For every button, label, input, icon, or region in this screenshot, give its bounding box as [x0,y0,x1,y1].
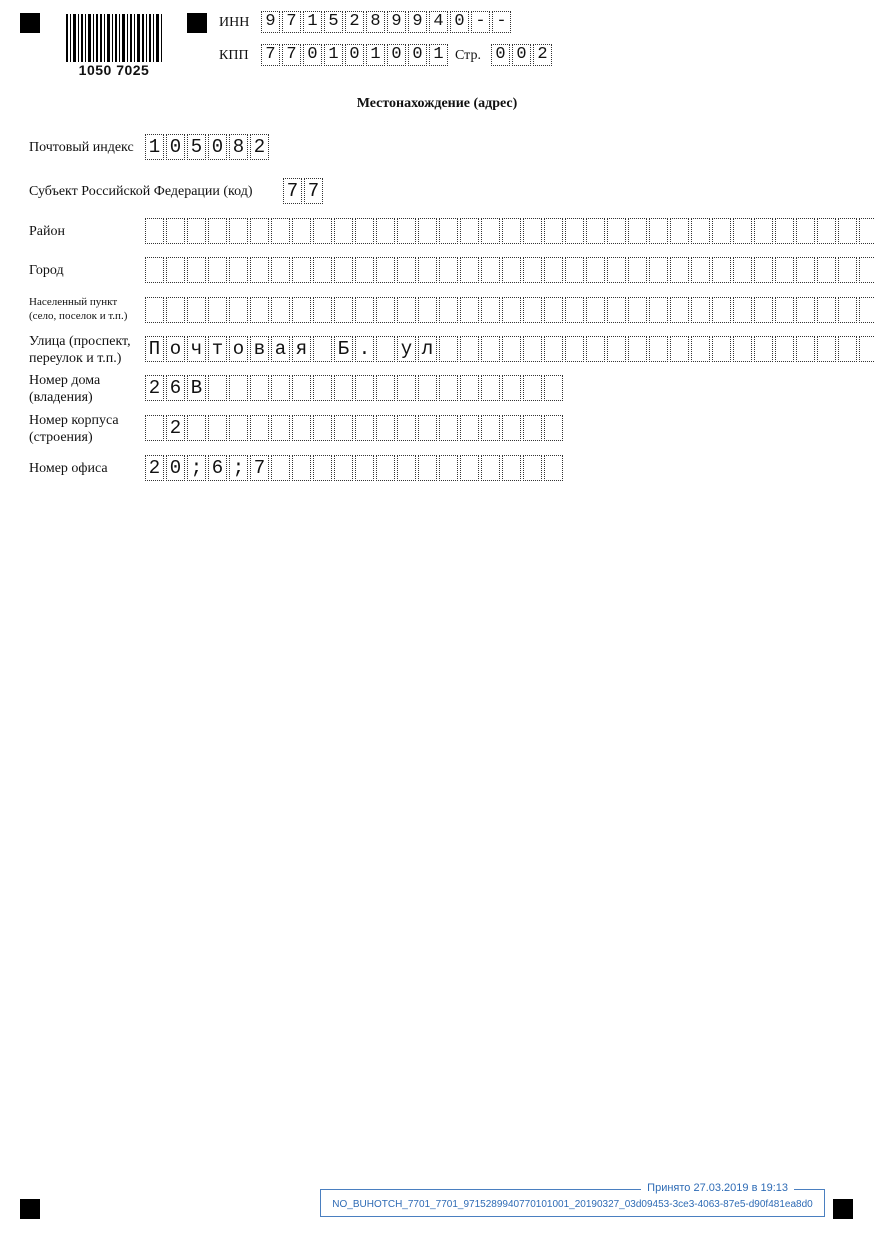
char-cell [586,336,605,362]
office-label: Номер офиса [29,461,108,476]
char-cell [523,415,542,441]
char-cell [691,336,710,362]
char-cell [544,218,563,244]
postal-index-cells [145,134,271,160]
char-cell [670,257,689,283]
char-cell [418,375,437,401]
char-cell [481,297,500,323]
barcode [64,14,164,78]
char-cell: я [292,336,311,362]
house-label-line1: Номер дома [29,373,101,388]
char-cell: 0 [450,11,469,33]
char-cell [670,336,689,362]
char-cell: 2 [145,375,164,401]
char-cell [229,375,248,401]
char-cell [544,375,563,401]
locality-cells [145,297,874,323]
char-cell: 2 [166,415,185,441]
char-cell [754,297,773,323]
char-cell [859,218,874,244]
region-cells [283,178,325,204]
char-cell [271,415,290,441]
char-cell [649,218,668,244]
char-cell [460,375,479,401]
char-cell [523,257,542,283]
page-label: Стр. [455,48,481,63]
char-cell: 0 [166,134,185,160]
char-cell [397,415,416,441]
char-cell [397,257,416,283]
char-cell [481,218,500,244]
char-cell [502,218,521,244]
char-cell [439,336,458,362]
char-cell [460,297,479,323]
char-cell [355,375,374,401]
char-cell [166,297,185,323]
char-cell [544,336,563,362]
char-cell: 7 [250,455,269,481]
house-label [29,372,100,406]
char-cell [649,336,668,362]
district-label: Район [29,224,65,239]
char-cell [313,297,332,323]
locality-label-line2: (село, поселок и т.п.) [29,310,128,322]
char-cell: в [250,336,269,362]
building-cells [145,415,565,441]
char-cell: 0 [387,44,406,66]
char-cell [250,415,269,441]
char-cell: ; [229,455,248,481]
postal-index-label: Почтовый индекс [29,140,134,155]
char-cell [817,257,836,283]
char-cell [565,297,584,323]
char-cell [523,375,542,401]
char-cell: 6 [166,375,185,401]
char-cell [859,257,874,283]
char-cell [439,375,458,401]
char-cell [229,297,248,323]
char-cell [733,336,752,362]
char-cell [313,257,332,283]
char-cell [628,297,647,323]
barcode-number: 1050 7025 [78,62,150,78]
char-cell [502,375,521,401]
char-cell [670,218,689,244]
char-cell: 1 [303,11,322,33]
char-cell: 8 [366,11,385,33]
char-cell [502,257,521,283]
char-cell: 7 [282,11,301,33]
char-cell [838,257,857,283]
char-cell [376,375,395,401]
char-cell [397,455,416,481]
street-label [29,333,131,367]
char-cell: 9 [387,11,406,33]
char-cell [838,336,857,362]
char-cell: 2 [533,44,552,66]
char-cell [208,375,227,401]
char-cell: 0 [208,134,227,160]
char-cell [376,257,395,283]
char-cell [481,455,500,481]
char-cell [565,336,584,362]
char-cell [502,297,521,323]
char-cell: 8 [229,134,248,160]
char-cell [292,297,311,323]
char-cell [838,297,857,323]
char-cell: 5 [187,134,206,160]
char-cell [208,415,227,441]
char-cell [733,218,752,244]
char-cell: 2 [145,455,164,481]
char-cell [544,415,563,441]
char-cell [544,297,563,323]
char-cell [334,455,353,481]
char-cell [796,297,815,323]
char-cell [145,257,164,283]
char-cell [733,297,752,323]
char-cell [754,257,773,283]
char-cell [355,297,374,323]
char-cell [397,375,416,401]
char-cell [586,297,605,323]
char-cell [439,218,458,244]
char-cell [334,415,353,441]
char-cell [775,218,794,244]
char-cell [523,218,542,244]
char-cell: 7 [283,178,302,204]
char-cell: 0 [345,44,364,66]
building-label-line2: (строения) [29,430,93,445]
char-cell: л [418,336,437,362]
char-cell [796,336,815,362]
char-cell [145,218,164,244]
char-cell [376,218,395,244]
char-cell [187,257,206,283]
char-cell [565,257,584,283]
char-cell [523,455,542,481]
char-cell [691,297,710,323]
char-cell [355,218,374,244]
char-cell [187,218,206,244]
inn-label: ИНН [219,15,250,30]
char-cell [271,218,290,244]
char-cell [439,297,458,323]
char-cell [838,218,857,244]
char-cell [502,336,521,362]
char-cell [649,297,668,323]
char-cell [208,257,227,283]
char-cell [250,297,269,323]
corner-marker-bottom-right [833,1199,853,1219]
char-cell [796,218,815,244]
char-cell: 1 [366,44,385,66]
street-cells [145,336,874,362]
char-cell [859,336,874,362]
char-cell [334,257,353,283]
kpp-label: КПП [219,48,249,63]
char-cell: 1 [324,44,343,66]
char-cell: 5 [324,11,343,33]
char-cell [187,297,206,323]
char-cell [229,415,248,441]
char-cell: 0 [303,44,322,66]
char-cell [271,297,290,323]
char-cell [418,218,437,244]
char-cell [481,257,500,283]
char-cell: 2 [345,11,364,33]
char-cell [418,297,437,323]
char-cell [292,218,311,244]
char-cell [565,218,584,244]
char-cell: 0 [408,44,427,66]
char-cell [460,455,479,481]
char-cell [376,297,395,323]
street-label-line1: Улица (проспект, [29,334,131,349]
inn-cells [261,11,513,33]
char-cell [418,415,437,441]
page-cells [491,44,554,66]
char-cell [376,336,395,362]
char-cell [481,336,500,362]
char-cell: 0 [166,455,185,481]
char-cell [292,375,311,401]
char-cell [712,336,731,362]
char-cell [691,257,710,283]
char-cell [523,336,542,362]
char-cell [481,415,500,441]
city-cells [145,257,874,283]
char-cell [460,257,479,283]
char-cell [271,257,290,283]
char-cell: 0 [512,44,531,66]
char-cell [712,297,731,323]
char-cell [544,257,563,283]
kpp-cells [261,44,450,66]
char-cell [166,257,185,283]
char-cell [607,257,626,283]
char-cell [607,297,626,323]
char-cell [754,336,773,362]
building-label [29,412,119,446]
char-cell [229,218,248,244]
char-cell [628,218,647,244]
char-cell: о [166,336,185,362]
char-cell: 9 [261,11,280,33]
char-cell [733,257,752,283]
char-cell [376,415,395,441]
char-cell [271,455,290,481]
char-cell [376,455,395,481]
char-cell [334,297,353,323]
region-label: Субъект Российской Федерации (код) [29,184,253,199]
char-cell: ; [187,455,206,481]
char-cell [607,218,626,244]
section-title: Местонахождение (адрес) [356,96,518,111]
house-cells [145,375,565,401]
char-cell [439,257,458,283]
char-cell [649,257,668,283]
char-cell [292,455,311,481]
char-cell [817,336,836,362]
stamp-accepted-text: Принято 27.03.2019 в 19:13 [641,1181,794,1195]
char-cell [502,455,521,481]
char-cell [586,218,605,244]
locality-label [29,295,127,323]
char-cell [859,297,874,323]
char-cell: В [187,375,206,401]
char-cell [670,297,689,323]
char-cell [775,336,794,362]
char-cell [691,218,710,244]
char-cell: 6 [208,455,227,481]
char-cell: 7 [304,178,323,204]
house-label-line2: (владения) [29,390,93,405]
char-cell [775,257,794,283]
char-cell: Б [334,336,353,362]
char-cell: 1 [429,44,448,66]
corner-marker-bottom-left [20,1199,40,1219]
barcode-bars-icon [64,14,164,62]
char-cell [481,375,500,401]
corner-marker-top-middle [187,13,207,33]
char-cell [313,455,332,481]
char-cell [712,218,731,244]
char-cell [439,415,458,441]
char-cell [817,297,836,323]
char-cell: 0 [491,44,510,66]
char-cell [334,375,353,401]
char-cell: 2 [250,134,269,160]
char-cell: 9 [408,11,427,33]
char-cell: 4 [429,11,448,33]
char-cell: 1 [145,134,164,160]
char-cell: П [145,336,164,362]
street-label-line2: переулок и т.п.) [29,351,122,366]
stamp-file-name: NO_BUHOTCH_7701_7701_9715289940770101001_20190327_03d09453-3ce3-4063-87e5-d90f481ea8d0 [332,1199,813,1210]
char-cell: . [355,336,374,362]
char-cell: 7 [261,44,280,66]
char-cell [250,375,269,401]
char-cell [712,257,731,283]
char-cell [313,218,332,244]
char-cell: о [229,336,248,362]
char-cell [313,336,332,362]
char-cell [460,336,479,362]
char-cell [418,455,437,481]
char-cell: - [492,11,511,33]
char-cell [292,257,311,283]
char-cell [460,218,479,244]
district-cells [145,218,874,244]
char-cell [355,455,374,481]
building-label-line1: Номер корпуса [29,413,119,428]
char-cell [250,218,269,244]
char-cell [229,257,248,283]
char-cell [355,415,374,441]
char-cell [418,257,437,283]
char-cell: ч [187,336,206,362]
char-cell [586,257,605,283]
char-cell: 7 [282,44,301,66]
char-cell [166,218,185,244]
char-cell [334,218,353,244]
char-cell [145,415,164,441]
office-cells [145,455,565,481]
char-cell [250,257,269,283]
char-cell [313,415,332,441]
char-cell [208,297,227,323]
char-cell [187,415,206,441]
city-label: Город [29,263,64,278]
char-cell [544,455,563,481]
char-cell [502,415,521,441]
char-cell [523,297,542,323]
char-cell [607,336,626,362]
char-cell [313,375,332,401]
char-cell: у [397,336,416,362]
char-cell [145,297,164,323]
char-cell [397,218,416,244]
char-cell: - [471,11,490,33]
corner-marker-top-left [20,13,40,33]
char-cell [460,415,479,441]
char-cell [208,218,227,244]
char-cell [754,218,773,244]
char-cell [397,297,416,323]
char-cell: т [208,336,227,362]
char-cell [271,375,290,401]
char-cell: а [271,336,290,362]
char-cell [628,257,647,283]
char-cell [775,297,794,323]
char-cell [796,257,815,283]
acceptance-stamp [320,1182,825,1217]
char-cell [292,415,311,441]
char-cell [439,455,458,481]
char-cell [628,336,647,362]
char-cell [817,218,836,244]
char-cell [355,257,374,283]
locality-label-line1: Населенный пункт [29,296,118,308]
